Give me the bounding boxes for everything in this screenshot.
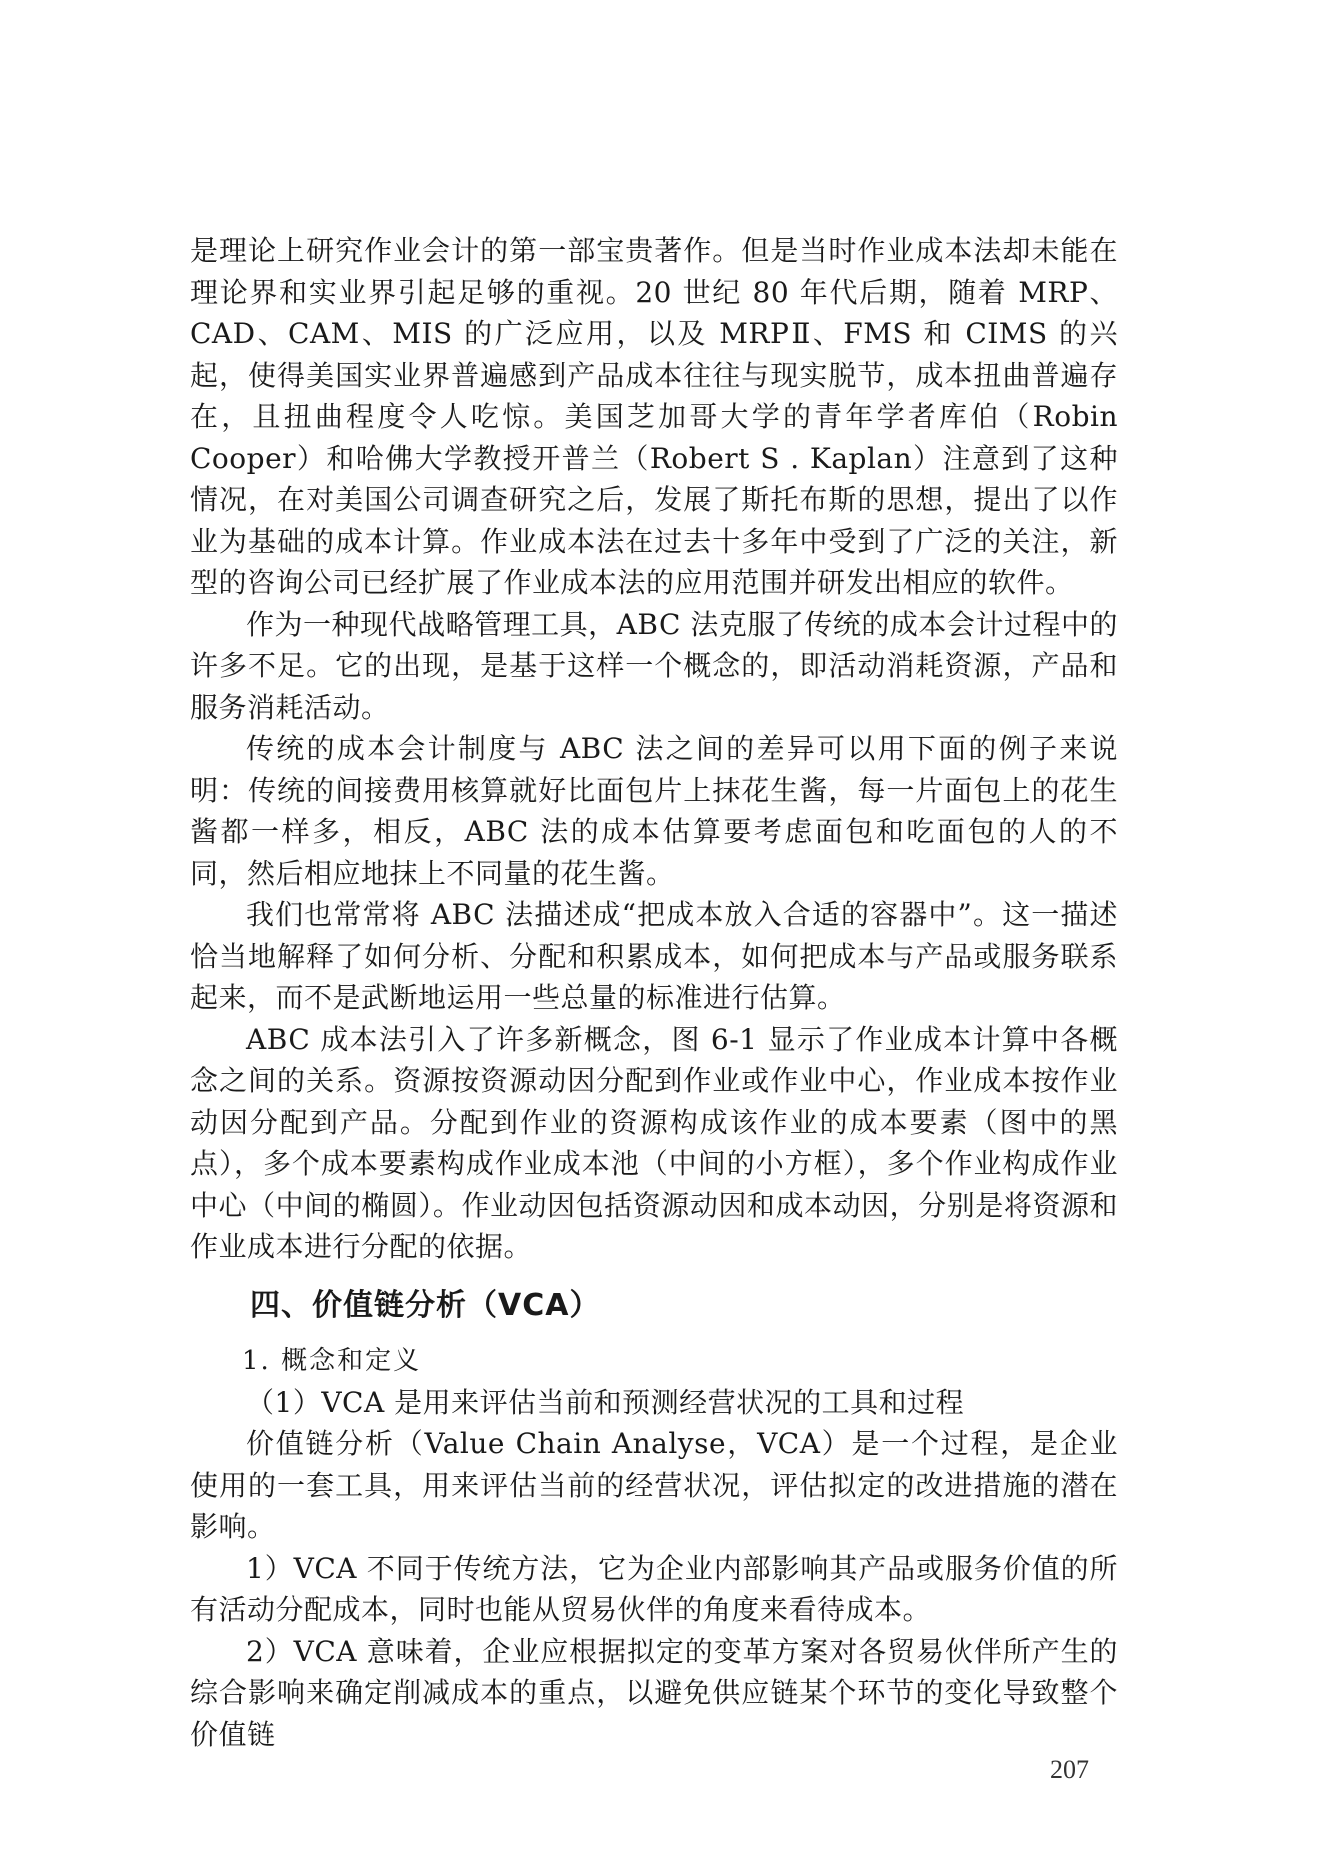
section-paragraph-4: 2）VCA 意味着，企业应根据拟定的变革方案对各贸易伙伴所产生的综合影响来确定削减成本的重点，以避免供应链某个环节的变化导致整个价值链 (190, 1634, 1118, 1751)
paragraph-1: 是理论上研究作业会计的第一部宝贵著作。但是当时作业成本法却未能在理论界和实业界引起足够的重视。20 世纪 80 年代后期，随着 MRP、CAD、CAM、MIS 的广泛应用，以及 MRPⅡ、FMS 和 CIMS 的兴起，使得美国实业界普遍感到产品成本往往与现实脱节，成本扭曲普遍存在，且扭曲程度令人吃惊。美国芝加哥大学的青年学者库伯（Robin Cooper）和哈佛大学教授开普兰（Robert S . Kaplan）注意到了这种情况，在对美国公司调查研究之后，发展了斯托布斯的思想，提出了以作业为基础的成本计算。作业成本法在过去十多年中受到了广泛的关注，新型的咨询公司已经扩展了作业成本法的应用范围并研发出相应的软件。 (190, 234, 1118, 599)
page-body (190, 230, 1118, 1755)
subheading: 1. 概念和定义 (242, 1345, 422, 1376)
paragraph-3: 传统的成本会计制度与 ABC 法之间的差异可以用下面的例子来说明：传统的间接费用核算就好比面包片上抹花生酱，每一片面包上的花生酱都一样多，相反，ABC 法的成本估算要考虑面包和吃面包的人的不同，然后相应地抹上不同量的花生酱。 (190, 732, 1118, 890)
section-paragraph-2: 价值链分析（Value Chain Analyse，VCA）是一个过程，是企业使用的一套工具，用来评估当前的经营状况，评估拟定的改进措施的潜在影响。 (190, 1427, 1118, 1543)
section-paragraph-3: 1）VCA 不同于传统方法，它为企业内部影响其产品或服务价值的所有活动分配成本，同时也能从贸易伙伴的角度来看待成本。 (190, 1551, 1118, 1626)
section-heading: 四、价值链分析（VCA） (250, 1287, 601, 1323)
paragraph-2: 作为一种现代战略管理工具，ABC 法克服了传统的成本会计过程中的许多不足。它的出现，是基于这样一个概念的，即活动消耗资源，产品和服务消耗活动。 (190, 607, 1118, 724)
section-paragraph-1: （1）VCA 是用来评估当前和预测经营状况的工具和过程 (246, 1385, 965, 1419)
page-number: 207 (1050, 1755, 1089, 1784)
paragraph-5: ABC 成本法引入了许多新概念，图 6-1 显示了作业成本计算中各概念之间的关系。资源按资源动因分配到作业或作业中心，作业成本按作业动因分配到产品。分配到作业的资源构成该作业的成本要素（图中的黑点），多个成本要素构成作业成本池（中间的小方框），多个作业构成作业中心（中间的椭圆）。作业动因包括资源动因和成本动因，分别是将资源和作业成本进行分配的依据。 (190, 1022, 1118, 1263)
paragraph-4: 我们也常常将 ABC 法描述成“把成本放入合适的容器中”。这一描述恰当地解释了如何分析、分配和积累成本，如何把成本与产品或服务联系起来，而不是武断地运用一些总量的标准进行估算。 (190, 898, 1118, 1014)
